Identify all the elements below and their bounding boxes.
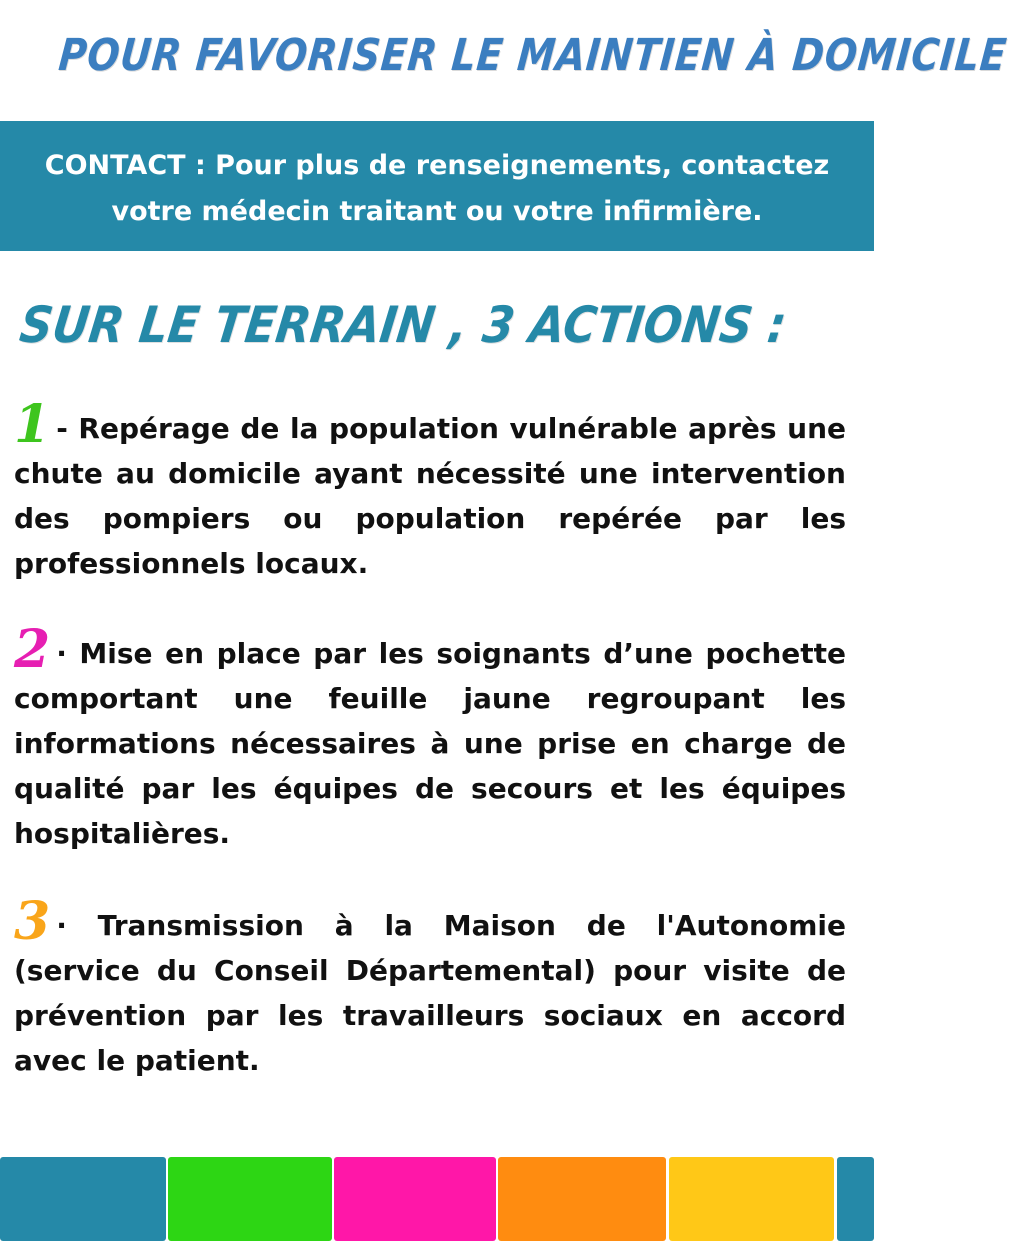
footer-block-yellow (669, 1157, 834, 1241)
footer-block-green (168, 1157, 332, 1241)
action-number-3: 3 (14, 891, 51, 952)
contact-line-2: votre médecin traitant ou votre infirmière. (111, 196, 763, 227)
action-item-1 (14, 394, 846, 586)
actions-heading: SUR LE TERRAIN , 3 ACTIONS : (16, 296, 790, 354)
action-item-2 (14, 619, 847, 856)
footer-block-teal (0, 1157, 166, 1241)
contact-line-1: CONTACT : Pour plus de renseignements, contactez (44, 150, 830, 181)
footer-block-teal-end (837, 1157, 874, 1241)
action-text-3: Transmission à la Maison de l'Autonomie (service du Conseil Départemental) pour visite de prévention par les travailleurs sociaux en accord avec le patient. (14, 909, 846, 1077)
footer-block-magenta (334, 1157, 496, 1241)
action-number-1: 1 (14, 394, 51, 455)
action-separator-1: - (56, 412, 68, 445)
page-title: POUR FAVORISER LE MAINTIEN À DOMICILE (56, 30, 1009, 81)
action-separator-3: · (56, 909, 67, 942)
action-text-2: Mise en place par les soignants d’une pochette comportant une feuille jaune regroupant les informations nécessaires à une prise en charge de qualité par les équipes de secours et les équipes hospitalières. (14, 637, 847, 850)
action-separator-2: · (56, 637, 67, 670)
footer-color-bar (0, 1157, 874, 1241)
contact-banner (0, 121, 874, 251)
action-number-2: 2 (14, 619, 51, 680)
action-text-1: Repérage de la population vulnérable après une chute au domicile ayant nécessité une intervention des pompiers ou population repérée par les professionnels locaux. (14, 412, 846, 580)
footer-block-orange (498, 1157, 666, 1241)
action-item-3 (14, 891, 846, 1083)
